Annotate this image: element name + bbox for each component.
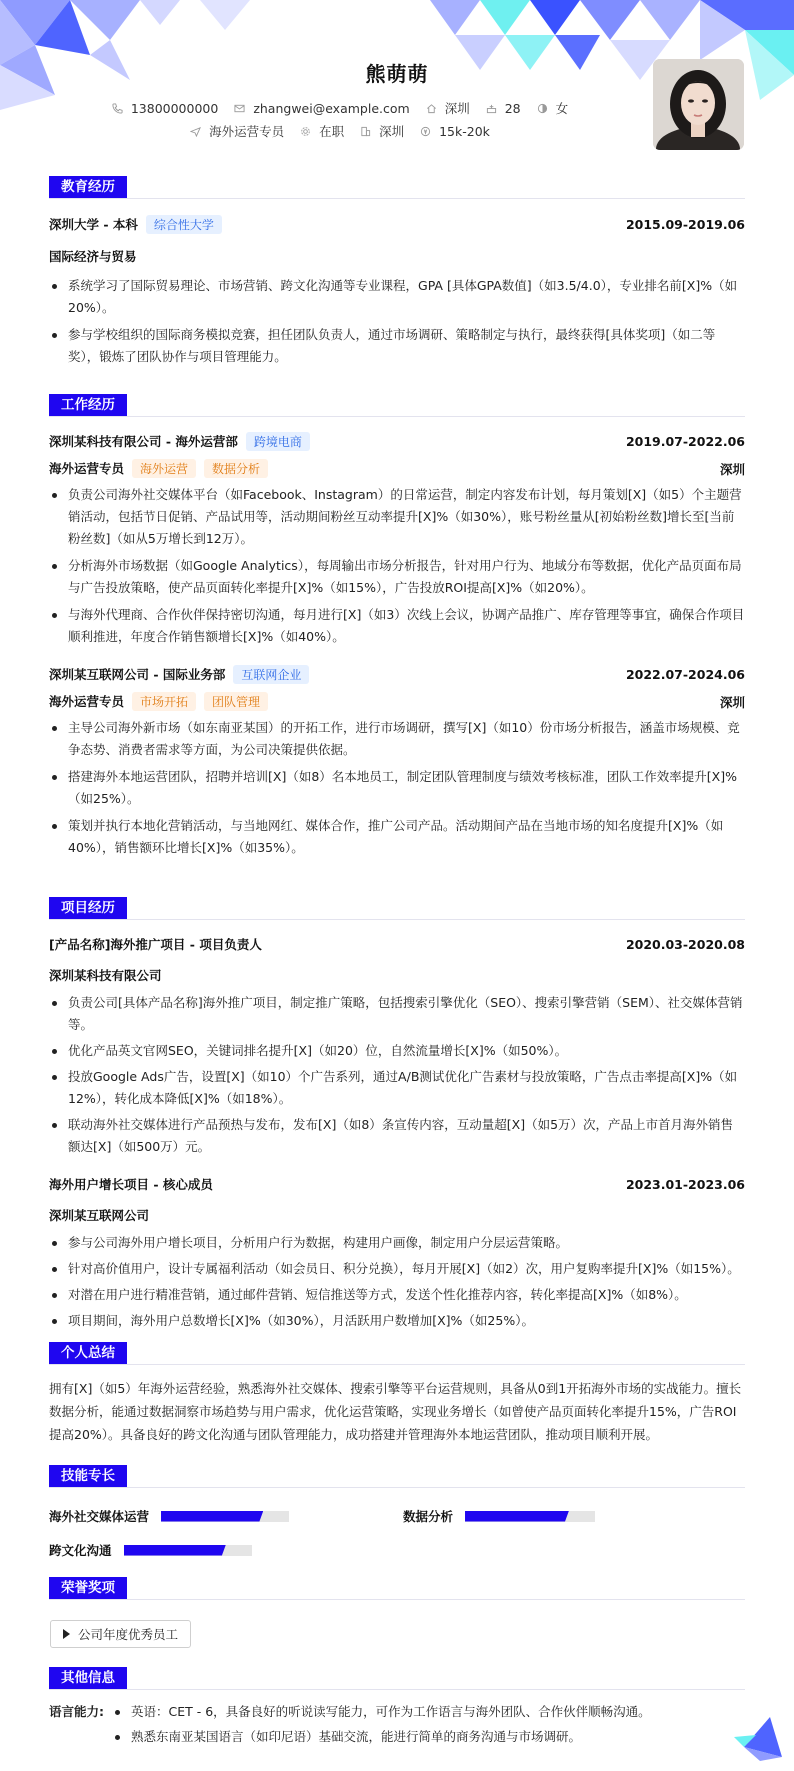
work-entry-header — [49, 432, 745, 451]
gender-info — [537, 99, 569, 117]
project-header — [49, 897, 745, 919]
home-icon — [426, 103, 437, 114]
section-title: 荣誉奖项 — [49, 1577, 127, 1599]
project-bullets — [49, 992, 745, 1158]
education-entry-header — [49, 215, 745, 234]
age-info — [486, 101, 521, 116]
gender-text: 女 — [555, 101, 569, 116]
building-icon — [360, 126, 371, 137]
skill-bar-fill — [161, 1511, 263, 1522]
list-item: 主导公司海外新市场（如东南亚某国）的开拓工作，进行市场调研，撰写[X]（如10）份市场分析报告，涵盖市场规模、竞争态势、消费者需求等方面，为公司决策提供依据。 — [49, 717, 745, 761]
other-header — [49, 1667, 745, 1689]
company-name: 深圳某互联网公司 - 国际业务部 — [49, 667, 226, 682]
send-icon — [190, 126, 201, 137]
section-title: 教育经历 — [49, 176, 127, 198]
work-entry-header — [49, 665, 745, 684]
work-date: 2022.07-2024.06 — [625, 667, 745, 682]
job-row — [0, 122, 680, 140]
corner-decoration — [734, 1717, 784, 1761]
list-item: 熟悉东南亚某国语言（如印尼语）基础交流，能进行简单的商务沟通与市场调研。 — [112, 1726, 651, 1748]
section-title: 个人总结 — [49, 1342, 127, 1364]
work-city: 深圳 — [719, 461, 745, 477]
city-text: 深圳 — [444, 101, 470, 116]
project-entry-header — [49, 935, 745, 953]
list-item: 英语：CET - 6，具备良好的听说读写能力，可作为工作语言与海外团队、合作伙伴顺畅沟通。 — [112, 1701, 651, 1723]
honors-section — [49, 1577, 745, 1599]
education-bullets — [49, 275, 745, 368]
role-tag: 数据分析 — [204, 459, 268, 478]
project-title: [产品名称]海外推广项目 - 项目负责人 — [49, 937, 262, 952]
work-header — [49, 394, 745, 416]
contact-row — [0, 99, 680, 117]
skill-bar-fill — [465, 1511, 569, 1522]
list-item: 对潜在用户进行精准营销，通过邮件营销、短信推送等方式，发送个性化推荐内容，转化率提高[X]%（如8%）。 — [49, 1284, 745, 1306]
work-role-row — [49, 692, 745, 711]
project-date: 2023.01-2023.06 — [625, 1176, 745, 1192]
work-bullets — [49, 484, 745, 648]
summary-section — [49, 1342, 745, 1446]
project-company: 深圳某互联网公司 — [49, 1208, 150, 1223]
job-info — [190, 122, 284, 140]
award-item — [50, 1620, 191, 1648]
skill-name: 数据分析 — [403, 1509, 454, 1524]
list-item: 与海外代理商、合作伙伴保持密切沟通，每月进行[X]（如3）次线上会议，协调产品推广、库存管理等事宜，确保合作项目顺利推进，年度合作销售额增长[X]%（如40%）。 — [49, 604, 745, 648]
list-item: 负责公司[具体产品名称]海外推广项目，制定推广策略，包括搜索引擎优化（SEO）、搜索引擎营销（SEM）、社交媒体营销等。 — [49, 992, 745, 1036]
section-title: 技能专长 — [49, 1465, 127, 1487]
role-name: 海外运营专员 — [49, 694, 125, 709]
project-company: 深圳某科技有限公司 — [49, 968, 162, 983]
status-info — [300, 122, 344, 140]
settings-icon — [300, 126, 311, 137]
list-item: 分析海外市场数据（如Google Analytics），每周输出市场分析报告，针对用户行为、地域分布等数据，优化产品页面布局与广告投放策略，使产品页面转化率提升[X]%（如15%），广告投放ROI提高[X]%（如20%）。 — [49, 555, 745, 599]
project-date: 2020.03-2020.08 — [625, 936, 745, 952]
education-section — [49, 176, 745, 368]
city-info — [426, 99, 470, 117]
language-bullets — [112, 1701, 651, 1748]
project-title: 海外用户增长项目 - 核心成员 — [49, 1177, 213, 1192]
section-title: 工作经历 — [49, 394, 127, 416]
list-item: 项目期间，海外用户总数增长[X]%（如30%），月活跃用户数增加[X]%（如25%）。 — [49, 1310, 745, 1332]
education-header — [49, 176, 745, 198]
role-tag: 海外运营 — [132, 459, 196, 478]
list-item: 系统学习了国际贸易理论、市场营销、跨文化沟通等专业课程，GPA [具体GPA数值]（如3.5/4.0），专业排名前[X]%（如20%）。 — [49, 275, 745, 319]
email-text: zhangwei@example.com — [253, 100, 410, 116]
project-section — [49, 897, 745, 1332]
language-label: 语言能力: — [49, 1704, 104, 1719]
salary-text: 15k-20k — [439, 123, 490, 139]
list-item: 参与学校组织的国际商务模拟竞赛，担任团队负责人，通过市场调研、策略制定与执行，最终获得[具体奖项]（如二等奖），锻炼了团队协作与项目管理能力。 — [49, 324, 745, 368]
work-city: 深圳 — [719, 694, 745, 710]
project-entry-header — [49, 1175, 745, 1193]
role-name: 海外运营专员 — [49, 461, 125, 476]
major-name: 国际经济与贸易 — [49, 249, 137, 264]
skill-bar — [465, 1511, 595, 1522]
list-item: 负责公司海外社交媒体平台（如Facebook、Instagram）的日常运营，制定内容发布计划，每月策划[X]（如5）个主题营销活动，包括节日促销、产品试用等，活动期间粉丝互动率提升[X]%（如30%），账号粉丝量从[初始粉丝数]增长至[当前粉丝数]（如从5万增长到12万）。 — [49, 484, 745, 550]
skill-bar-fill — [124, 1545, 226, 1556]
project-bullets — [49, 1232, 745, 1332]
job-text: 海外运营专员 — [209, 124, 285, 139]
skill-item — [403, 1507, 595, 1525]
company-name: 深圳某科技有限公司 - 海外运营部 — [49, 434, 238, 449]
list-item: 参与公司海外用户增长项目，分析用户行为数据，构建用户画像，制定用户分层运营策略。 — [49, 1232, 745, 1254]
section-title: 项目经历 — [49, 897, 127, 919]
work-bullets — [49, 717, 745, 859]
list-item: 策划并执行本地化营销活动，与当地网红、媒体合作，推广公司产品。活动期间产品在当地市场的知名度提升[X]%（如40%），销售额环比增长[X]%（如35%）。 — [49, 815, 745, 859]
profile-photo — [653, 59, 744, 150]
phone-icon — [112, 103, 123, 114]
skills-header — [49, 1465, 745, 1487]
skill-bar — [161, 1511, 289, 1522]
skill-bar — [124, 1545, 252, 1556]
role-tag: 团队管理 — [204, 692, 268, 711]
skill-name: 海外社交媒体运营 — [49, 1509, 150, 1524]
status-text: 在职 — [319, 124, 345, 139]
phone-text: 13800000000 — [130, 100, 219, 116]
salary-info — [420, 124, 490, 139]
email-info — [234, 101, 409, 116]
school-tag: 综合性大学 — [146, 215, 222, 234]
summary-header — [49, 1342, 745, 1364]
list-item: 针对高价值用户，设计专属福利活动（如会员日、积分兑换），每月开展[X]（如2）次，用户复购率提升[X]%（如15%）。 — [49, 1258, 745, 1280]
target-city-text: 深圳 — [379, 124, 405, 139]
honors-header — [49, 1577, 745, 1599]
mail-icon — [234, 103, 245, 114]
list-item: 投放Google Ads广告，设置[X]（如10）个广告系列，通过A/B测试优化广告素材与投放策略，广告点击率提高[X]%（如12%），转化成本降低[X]%（如18%）。 — [49, 1066, 745, 1110]
target-city-info — [360, 122, 404, 140]
age-text: 28 — [504, 100, 521, 116]
role-tag: 市场开拓 — [132, 692, 196, 711]
money-icon — [420, 126, 431, 137]
gender-icon — [537, 103, 548, 114]
other-section — [49, 1667, 745, 1748]
school-name: 深圳大学 - 本科 — [49, 217, 138, 232]
award-text: 公司年度优秀员工 — [78, 1627, 179, 1642]
phone-info — [112, 101, 218, 116]
work-date: 2019.07-2022.06 — [625, 434, 745, 449]
skill-item — [49, 1541, 252, 1559]
section-title: 其他信息 — [49, 1667, 127, 1689]
company-tag: 互联网企业 — [233, 665, 309, 684]
list-item: 优化产品英文官网SEO，关键词排名提升[X]（如20）位，自然流量增长[X]%（如50%）。 — [49, 1040, 745, 1062]
skill-item — [49, 1507, 289, 1525]
work-role-row — [49, 459, 745, 478]
candidate-name: 熊萌萌 — [365, 62, 429, 86]
work-section — [49, 394, 745, 859]
play-icon — [63, 1629, 70, 1639]
language-block — [49, 1701, 745, 1748]
cake-icon — [486, 103, 497, 114]
list-item: 联动海外社交媒体进行产品预热与发布，发布[X]（如8）条宣传内容，互动量超[X]（如5万）次，产品上市首月海外销售额达[X]（如500万）元。 — [49, 1114, 745, 1158]
summary-text: 拥有[X]（如5）年海外运营经验，熟悉海外社交媒体、搜索引擎等平台运营规则，具备从0到1开拓海外市场的实战能力。擅长数据分析，能通过数据洞察市场趋势与用户需求，优化运营策略，实现业务增长（如曾使产品页面转化率提升15%，广告ROI提高20%）。具备良好的跨文化沟通与团队管理能力，成功搭建并管理海外本地运营团队，推动项目顺利开展。 — [49, 1381, 742, 1442]
education-date: 2015.09-2019.06 — [625, 217, 745, 232]
company-tag: 跨境电商 — [246, 432, 310, 451]
list-item: 搭建海外本地运营团队，招聘并培训[X]（如8）名本地员工，制定团队管理制度与绩效考核标准，团队工作效率提升[X]%（如25%）。 — [49, 766, 745, 810]
skill-name: 跨文化沟通 — [49, 1543, 112, 1558]
skills-section — [49, 1465, 745, 1487]
